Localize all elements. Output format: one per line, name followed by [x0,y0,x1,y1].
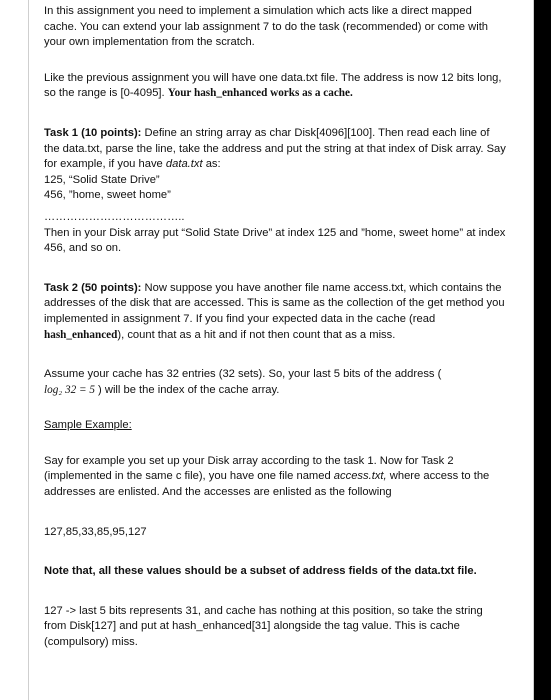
right-edge-strip [534,0,551,700]
task1-after: Then in your Disk array put “Solid State Drive” at index 125 and ”home, sweet home” at index 456, and so on. [44,226,506,255]
access-sequence: 127,85,33,85,95,127 [44,525,147,538]
data-file-paragraph: Like the previous assignment you will have one data.txt file. The address is now 12 bits long, so the range is [0-4095]. Your hash_enhanced works as a cache. [44,71,502,100]
task1-paragraph: Task 1 (10 points): Define an string array as char Disk[4096][100]. Then read each line of the data.txt, parse the line, take the address and put the string at that index of Disk array. Say for example, if you have data.txt as: [44,126,506,171]
sample-paragraph: Say for example you set up your Disk array according to the task 1. Now for Task 2 (implemented in the same c file), you have one file named access.txt, where access to the addresses are enlisted. And the accesses are enlisted as the following [44,454,490,499]
task1-label: Task 1 (10 points): [44,126,142,139]
task2-paragraph: Task 2 (50 points): Now suppose you have another file name access.txt, which contains the addresses of the disk that are accessed. This is same as the collection of the get method you implemented in assignment 7. If you find your expected data in the cache (read hash_enhanced), count that as a hit and if not then count that as a miss. [44,281,505,341]
cache-note-bold: Your hash_enhanced works as a cache. [167,87,353,100]
subset-note: Note that, all these values should be a subset of address fields of the data.txt file. [44,565,477,578]
task1-example-line-2: 456, ”home, sweet home” [44,189,171,202]
intro-paragraph: In this assignment you need to implement a simulation which acts like a direct mapped cache. You can extend your lab assignment 7 to do the task (recommended) or come with your own implementation from the scratch. [44,5,489,49]
task1-example-line-1: 125, “Solid State Drive” [44,173,160,186]
log-formula: log₂ 32 = 5 [44,383,95,396]
task2-label: Task 2 (50 points): [44,281,142,294]
document-body [44,4,506,651]
cache-size-paragraph: Assume your cache has 32 entries (32 sets). So, your last 5 bits of the address ( log₂ 32 = 5 ) will be the index of the cache array. [44,368,442,396]
task1-ellipsis: ……………………………….. [44,210,185,223]
sample-example-heading: Sample Example: [44,419,132,432]
explanation-paragraph: 127 -> last 5 bits represents 31, and cache has nothing at this position, so take the string from Disk[127] and put at hash_enhanced[31] alongside the tag value. This is cache (compulsory) miss. [44,604,483,649]
